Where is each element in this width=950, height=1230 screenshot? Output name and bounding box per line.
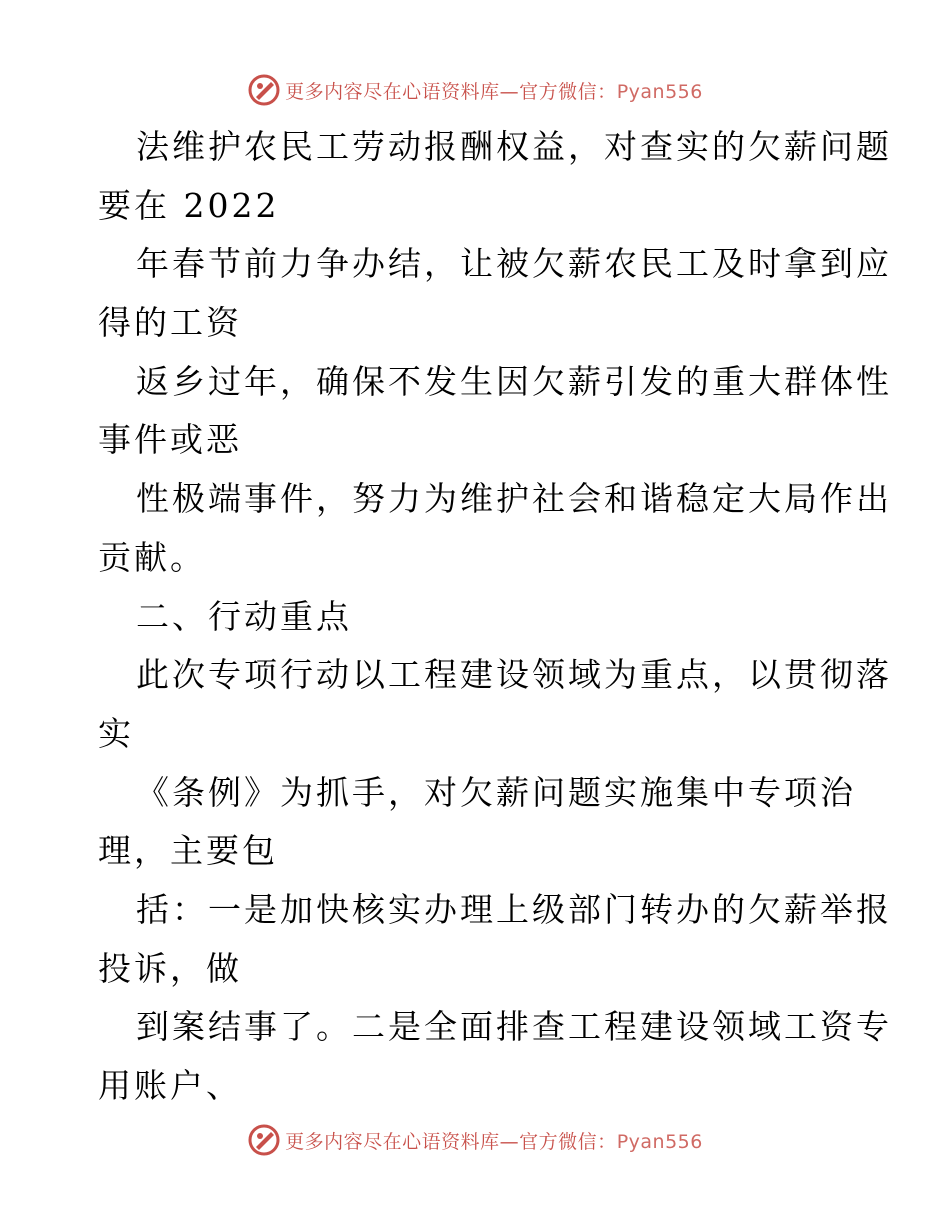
brand-logo-icon — [247, 1123, 281, 1157]
text-line: 法维护农民工劳动报酬权益，对查实的欠薪问题 — [136, 127, 892, 166]
brand-logo-icon — [247, 73, 281, 107]
text-line: 贡献。 — [98, 537, 206, 577]
text-line: 二、行动重点 — [136, 596, 352, 636]
document-body — [98, 118, 892, 1116]
watermark-text: 更多内容尽在心语资料库—官方微信：Pyan556 — [285, 1130, 703, 1153]
text-line: 用账户、 — [98, 1066, 242, 1105]
text-line: 《条例》为抓手，对欠薪问题实施集中专项治 — [136, 772, 856, 812]
text-line: 事件或恶 — [98, 420, 242, 460]
text-line: 投诉，做 — [98, 948, 242, 988]
text-line: 实 — [98, 713, 134, 753]
text-line: 性极端事件，努力为维护社会和谐稳定大局作出 — [136, 479, 892, 519]
text-line: 此次专项行动以工程建设领域为重点，以贯彻落 — [136, 655, 892, 695]
text-line: 到案结事了。二是全面排查工程建设领域工资专 — [136, 1007, 892, 1047]
text-line: 年春节前力争办结，让被欠薪农民工及时拿到应 — [136, 244, 892, 284]
text-line: 理，主要包 — [98, 831, 278, 871]
header-watermark — [0, 70, 950, 110]
text-line: 括：一是加快核实办理上级部门转办的欠薪举报 — [136, 889, 892, 929]
watermark-text: 更多内容尽在心语资料库—官方微信：Pyan556 — [285, 80, 703, 103]
text-line: 返乡过年，确保不发生因欠薪引发的重大群体性 — [136, 361, 892, 401]
text-line: 要在 2022 — [98, 185, 280, 225]
footer-watermark — [0, 1120, 950, 1160]
text-line: 得的工资 — [98, 303, 242, 343]
